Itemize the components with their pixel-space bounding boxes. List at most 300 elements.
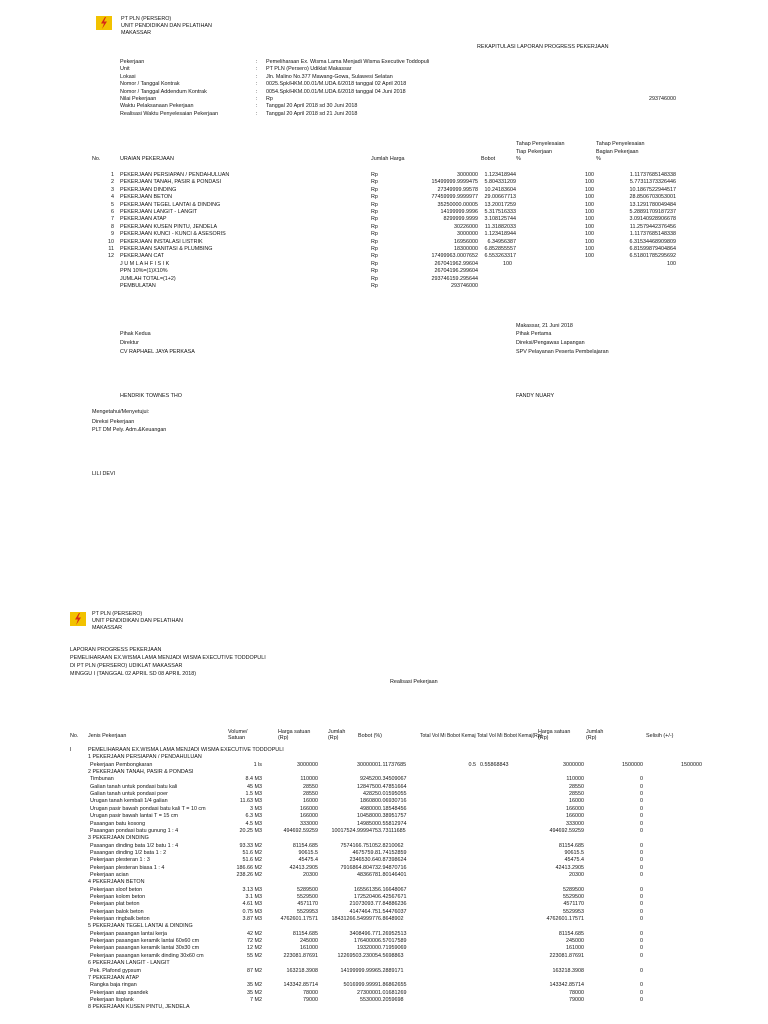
recap-bobot: 10.24183604 <box>484 186 516 193</box>
detail-name: Pekerjaan Pembongkaran <box>90 761 153 768</box>
detail-harga: 20300 <box>303 871 318 878</box>
recap-tiap: 100 <box>585 246 594 252</box>
recap-no: 12 <box>108 253 114 260</box>
detail-harga: 5529500 <box>297 894 318 900</box>
col-tahap-tiap-3: % <box>516 156 521 162</box>
detail-harga2: 16000 <box>569 798 584 805</box>
detail-name: 2 PEKERJAAN TANAH, PASIR & PONDASI <box>88 769 194 776</box>
info-colon: : <box>256 73 258 80</box>
recap-amount: 8299999.9999 <box>443 216 478 223</box>
detail-name: Pekerjaan balok beton <box>90 908 144 915</box>
recap-name: PEKERJAAN BETON <box>120 194 173 201</box>
detail-jumlah2: 0 <box>640 930 643 937</box>
detail-jumlah2: 0 <box>640 908 643 915</box>
detail-jumlah2: 1500000 <box>622 761 643 768</box>
detail-bobot: 1.86862655 <box>378 982 407 989</box>
org-header-2 <box>92 612 183 631</box>
recap-tiap: 100 <box>585 209 594 215</box>
detail-volume: 1 ls <box>253 761 262 768</box>
detail-harga2: 166000 <box>566 805 584 812</box>
recap-bagian: 1.11737685148338 <box>629 172 676 178</box>
detail-harga: 5529953 <box>297 908 318 915</box>
recap-tiap: 100 <box>585 253 594 260</box>
recap-bagian: 6.51801785295692 <box>629 253 676 260</box>
detail-name: Pekerjaan plesteran biasa 1 : 4 <box>90 864 165 871</box>
detail-name: Pekerjaan ringbalk beton <box>90 916 150 923</box>
org-header-1 <box>121 17 212 36</box>
detail-bobot: 0.38951757 <box>378 813 407 820</box>
detail-jumlah: 42825 <box>363 791 378 798</box>
detail-harga2: 90615.5 <box>564 849 584 856</box>
detail-jumlah2: 0 <box>640 798 643 805</box>
info-value: Jln. Malino No.377 Mawang-Gowa, Sulawesi Selatan <box>266 73 393 80</box>
info-colon: : <box>256 96 258 102</box>
pln-logo-icon <box>70 612 86 626</box>
recap-no: 1 <box>111 172 114 178</box>
detail-jumlah: 18431266.5499977 <box>331 916 378 923</box>
detail-jumlah2: 0 <box>640 938 643 945</box>
detail-jumlah: 12269503.23005 <box>337 952 378 959</box>
recap-total-bobot: 100 <box>503 260 512 267</box>
detail-bobot: 0.71959069 <box>378 945 407 952</box>
info-value: Tanggal 20 April 2018 sd 30 Juni 2018 <box>266 103 358 110</box>
detail-name: Pekerjaan plat beton <box>90 901 140 908</box>
org-line: MAKASSAR <box>92 624 122 631</box>
col-tahap-bagian-2: Bagian Pekerjaan <box>596 149 639 155</box>
detail-jumlah: 16556135 <box>354 886 378 893</box>
recap-amount: 35250000.00005 <box>437 201 478 208</box>
recap-no: 3 <box>111 186 114 193</box>
detail-harga2: 28550 <box>569 783 584 790</box>
col-jumlah: Jumlah <box>328 729 346 735</box>
detail-bobot: 6.57017589 <box>378 938 407 945</box>
detail-harga2: 143342.85714 <box>549 982 584 989</box>
detail-volume: 20.25 M3 <box>239 827 262 834</box>
recap-name: PEKERJAAN LANGIT - LANGIT <box>120 209 198 215</box>
recap-rp: Rp <box>371 253 378 260</box>
recap-rp: Rp <box>371 179 378 186</box>
detail-volume: 72 M2 <box>247 938 262 945</box>
detail-jumlah: 2346530.64 <box>349 857 378 864</box>
recap-bagian: 5.28891709187237 <box>629 209 676 215</box>
detail-name: Urugan pasir bawah pondasi batu kali T = 10 cm <box>90 805 206 812</box>
info-value: Rp <box>266 96 273 102</box>
detail-harga: 110000 <box>300 776 318 783</box>
col-bobot-pct: Bobot (%) <box>358 733 382 739</box>
detail-harga: 4762601.17571 <box>280 916 318 923</box>
report-title: REKAPITULASI LAPORAN PROGRESS PEKERJAAN <box>477 44 609 50</box>
col-jenis: Jenis Pekerjaan <box>88 733 127 739</box>
detail-name: 5 PEKERJAAN TEGEL LANTAI & DINDING <box>88 923 193 930</box>
info-colon: : <box>256 81 258 88</box>
detail-harga: 81154.685 <box>292 930 318 937</box>
detail-name: 1 PEKERJAAN PERSIAPAN / PENDAHULUAN <box>88 754 202 761</box>
recap-tiap: 100 <box>585 201 594 208</box>
detail-bobot: 7.84886236 <box>378 901 407 908</box>
detail-jumlah2: 0 <box>640 776 643 783</box>
detail-volume: 3.87 M3 <box>242 916 262 923</box>
detail-harga2: 333000 <box>566 820 584 827</box>
recap-bagian: 6.81599879404864 <box>629 246 676 252</box>
recap-amount: 15499999.9999475 <box>431 179 478 186</box>
col-jumlah-rp: (Rp) <box>328 735 339 741</box>
detail-bobot: 0.34509067 <box>378 776 407 783</box>
detail-jumlah2: 0 <box>640 967 643 974</box>
recap-rp: Rp <box>371 268 378 275</box>
detail-harga2: 494692.59259 <box>549 827 584 834</box>
recap-rp: Rp <box>371 201 378 208</box>
detail-name: Pekerjaan pasangan keramik dinding 30x60 cm <box>90 952 204 959</box>
pln-logo-icon <box>96 16 112 30</box>
detail-harga2: 4762601.17571 <box>546 916 584 923</box>
detail-bobot: 2.8210062 <box>378 842 404 849</box>
info-colon: : <box>256 110 258 117</box>
detail-bobot: 1.80146401 <box>378 871 407 878</box>
recap-amount: 3000000 <box>457 172 478 178</box>
recap-amount: 27349999.99578 <box>437 186 478 193</box>
detail-jumlah2: 0 <box>640 989 643 996</box>
recap-bobot: 6.852855557 <box>484 246 516 252</box>
recap-name: PEKERJAAN SANITASI & PLUMBING <box>120 246 213 252</box>
detail-harga: 16000 <box>303 798 318 805</box>
detail-name: 7 PEKERJAAN ATAP <box>88 974 140 981</box>
info-amount: 293746000 <box>649 96 676 102</box>
detail-name: Pasangan dinding 1/2 bata 1 : 2 <box>90 849 167 856</box>
detail-harga: 161000 <box>300 945 318 952</box>
detail-bobot: 1.11737685 <box>378 761 407 768</box>
signer-bottom: LILI DEVI <box>92 471 116 477</box>
detail-harga: 28550 <box>303 791 318 798</box>
recap-bobot: 3.108125744 <box>484 216 516 223</box>
detail-bobot: 6.16648067 <box>378 886 407 893</box>
recap-tiap: 100 <box>585 223 594 230</box>
detail-volume: 87 M2 <box>247 967 262 974</box>
pihak-pertama: Pihak Pertama <box>516 331 552 337</box>
detail-bobot: 5.2889171 <box>378 967 404 974</box>
plt: PLT DM Pely. Adm.&Keuangan <box>92 427 167 433</box>
info-value: Pemeliharaan Ex. Wisma Lama Menjadi Wisma Executive Toddopuli <box>266 59 430 65</box>
detail-jumlah: 14199999.9996 <box>340 967 378 974</box>
detail-harga: 42413.2905 <box>289 864 318 871</box>
detail-name: Pekerjaan atap spandek <box>90 989 149 996</box>
pihak-kedua: Pihak Kedua <box>120 331 151 337</box>
direksi-pekerjaan: Direksi Pekerjaan <box>92 419 135 425</box>
signer-right: FANDY NUARY <box>516 393 555 399</box>
recap-rp: Rp <box>371 194 378 201</box>
detail-harga: 166000 <box>300 805 318 812</box>
detail-volume: 35 M2 <box>247 982 262 989</box>
detail-jumlah: 498000 <box>360 805 378 812</box>
org-line: PT PLN (PERSERO) <box>92 611 143 617</box>
detail-bobot: 0.47851664 <box>378 783 407 790</box>
detail-volume: 7 M2 <box>250 996 262 1003</box>
col-bobot: Bobot <box>481 156 496 162</box>
recap-bagian: 1.11737685148338 <box>629 231 676 238</box>
info-label: Waktu Pelaksanaan Pekerjaan <box>120 103 194 110</box>
detail-harga2: 45475.4 <box>564 857 584 864</box>
detail-bobot: 0.06930716 <box>378 798 407 805</box>
org-line: MAKASSAR <box>121 29 151 36</box>
detail-name: 4 PEKERJAAN BETON <box>88 879 145 886</box>
detail-jumlah: 17640000 <box>354 938 378 945</box>
date-line: Makassar, 21 Juni 2018 <box>516 323 573 329</box>
detail-harga2: 5289500 <box>563 886 584 893</box>
detail-jumlah: 5016999.9999 <box>343 982 378 989</box>
detail-harga: 4571170 <box>297 901 318 908</box>
company-name: CV RAPHAEL JAYA PERKASA <box>120 349 195 355</box>
recap-no: 2 <box>111 179 114 186</box>
col-no: No. <box>92 156 101 162</box>
detail-jumlah2: 0 <box>640 842 643 849</box>
detail-name: Pasangan dinding bata 1/2 batu 1 : 4 <box>90 842 179 849</box>
recap-bobot: 5.804331209 <box>484 179 516 186</box>
detail-volume: 51.6 M2 <box>242 849 262 856</box>
col-totals: Total Vol Mi Bobot Kemaj Total Vol Mi Bobot Kemaj(Rp) <box>420 733 543 739</box>
report-line: DI PT PLN (PERSERO) UDIKLAT MAKASSAR <box>70 663 183 669</box>
recap-bobot: 29.00667713 <box>484 194 516 201</box>
detail-total-vol: 0.5 <box>468 761 476 768</box>
detail-volume: 8.4 M3 <box>245 776 262 783</box>
detail-bobot: 6.42567671 <box>378 894 407 900</box>
col-harga2: Harga satuan <box>538 729 571 735</box>
recap-tiap: 100 <box>585 172 594 178</box>
detail-jumlah: 4675759.8 <box>352 849 378 856</box>
detail-volume: 11.63 M3 <box>239 798 262 805</box>
direktur: Direktur <box>120 340 139 346</box>
recap-bobot: 1.123418944 <box>484 231 516 238</box>
recap-rp: Rp <box>371 275 378 282</box>
recap-tiap: 100 <box>585 231 594 238</box>
detail-volume: 93.33 M2 <box>239 842 262 849</box>
spv: SPV Pelayanan Peserta Pembelajaran <box>516 349 609 355</box>
recap-name: PEKERJAAN ATAP <box>120 216 167 223</box>
detail-jumlah2: 0 <box>640 864 643 871</box>
detail-harga: 166000 <box>300 813 318 820</box>
org-line: UNIT PENDIDIKAN DAN PELATIHAN <box>121 22 212 29</box>
recap-amount: 14199999.9996 <box>440 209 478 215</box>
detail-jumlah: 3000000 <box>357 761 378 768</box>
direksi-lapangan: Direksi/Pengawas Lapangan <box>516 340 585 346</box>
detail-harga2: 4571170 <box>563 901 584 908</box>
detail-jumlah2: 0 <box>640 849 643 856</box>
org-line: PT PLN (PERSERO) <box>121 16 172 22</box>
detail-bobot: 0.55812974 <box>378 820 407 827</box>
detail-jumlah2: 0 <box>640 886 643 893</box>
recap-no: 8 <box>111 223 114 230</box>
col-satuan: Satuan <box>228 735 246 741</box>
recap-no: 10 <box>108 238 114 245</box>
detail-name: Pekerjaan sloof beton <box>90 886 143 893</box>
detail-volume: 186.66 M2 <box>236 864 262 871</box>
recap-tiap: 100 <box>585 238 594 245</box>
detail-jumlah: 1498500 <box>357 820 378 827</box>
detail-jumlah2: 0 <box>640 901 643 908</box>
realisasi-label: Realisasi Pekerjaan <box>390 679 438 685</box>
recap-bagian: 6.31534468909809 <box>629 238 676 245</box>
recap-rp: Rp <box>371 209 378 215</box>
detail-volume: 45 M3 <box>247 783 262 790</box>
detail-name: Pek. Plafond gypsum <box>90 967 141 974</box>
detail-volume: 3 M3 <box>250 805 262 812</box>
detail-jumlah: 4147464.75 <box>349 908 378 915</box>
recap-bobot: 6.553263317 <box>484 253 516 260</box>
detail-volume: 4.61 M3 <box>242 901 262 908</box>
detail-jumlah: 7574166.75105 <box>340 842 378 849</box>
recap-rp: Rp <box>371 223 378 230</box>
detail-jumlah: 1932000 <box>357 945 378 952</box>
recap-tiap: 100 <box>585 179 594 186</box>
recap-total-label: PEMBULATAN <box>120 283 156 289</box>
recap-no: 5 <box>111 201 114 208</box>
col-jumlah2-rp: (Rp) <box>586 735 597 741</box>
detail-jumlah: 10017524.9999475 <box>331 827 378 834</box>
mengetahui: Mengetahui/Menyetujui: <box>92 409 150 415</box>
recap-total-amount: 293746159.295644 <box>431 275 478 282</box>
recap-total-amount: 267041962.99604 <box>434 260 478 267</box>
detail-volume: 35 M2 <box>247 989 262 996</box>
detail-jumlah: 2730000 <box>357 989 378 996</box>
detail-name: Pekerjaan kolom beton <box>90 894 146 900</box>
col-jumlah2: Jumlah <box>586 729 604 735</box>
info-label: Realisasi Waktu Penyelesaian Pekerjaan <box>120 110 219 117</box>
report-line: LAPORAN PROGRESS PEKERJAAN <box>70 647 162 653</box>
recap-name: PEKERJAAN INSTALASI LISTRIK <box>120 238 203 245</box>
detail-jumlah2: 0 <box>640 945 643 952</box>
col-harga: Harga satuan <box>278 729 311 735</box>
info-label: Nomor / Tanggal Addendum Kontrak <box>120 88 207 95</box>
detail-harga2: 3000000 <box>563 761 584 768</box>
recap-name: PEKERJAAN DINDING <box>120 186 177 193</box>
col-selisih: Selisih (+/-) <box>646 733 674 739</box>
detail-volume: 6.3 M3 <box>245 813 262 820</box>
info-colon: : <box>256 103 258 110</box>
detail-harga2: 20300 <box>569 871 584 878</box>
detail-bobot: 3.73111685 <box>378 827 406 834</box>
detail-harga: 78000 <box>303 989 318 996</box>
recap-name: PEKERJAAN KUNCI - KUNCI & ASESORIS <box>120 231 226 238</box>
detail-harga2: 81154.685 <box>558 930 584 937</box>
detail-name: Pekerjaan lisplank <box>90 996 134 1003</box>
detail-name: Pekerjaan pasangan keramik lantai 30x30 cm <box>90 945 200 952</box>
detail-name: Galian tanah untuk pondasi batu kali <box>90 783 178 790</box>
col-harga2-rp: (Rp) <box>538 735 549 741</box>
detail-jumlah2: 0 <box>640 916 643 923</box>
detail-volume: 12 M2 <box>247 945 262 952</box>
col-tahap-tiap-2: Tiap Pekerjaan <box>516 149 553 155</box>
detail-name: Urugan tanah kembali 1/4 galian <box>90 798 168 805</box>
recap-amount: 18300000 <box>454 246 478 252</box>
detail-harga: 5289500 <box>297 886 318 893</box>
recap-bobot: 6.34956387 <box>487 238 516 245</box>
detail-harga2: 5529500 <box>563 894 584 900</box>
detail-bobot: 6.8648902 <box>378 916 404 923</box>
detail-jumlah: 1045800 <box>357 813 378 820</box>
recap-bagian: 3.09140928906678 <box>629 216 676 223</box>
detail-jumlah: 4836678 <box>357 871 378 878</box>
recap-name: PEKERJAAN KUSEN PINTU, JENDELA <box>120 223 218 230</box>
recap-rp: Rp <box>371 186 378 193</box>
detail-harga: 494692.59259 <box>283 827 318 834</box>
detail-harga2: 42413.2905 <box>555 864 584 871</box>
info-colon: : <box>256 88 258 95</box>
recap-name: PEKERJAAN PERSIAPAN / PENDAHULUAN <box>120 172 230 178</box>
detail-bobot: 1.74152859 <box>378 849 407 856</box>
info-label: Lokasi <box>120 73 136 80</box>
detail-harga: 3000000 <box>297 761 318 768</box>
recap-amount: 3000000 <box>457 231 478 238</box>
detail-name: Pekerjaan pasangan lantai kerja <box>90 930 168 937</box>
recap-tiap: 100 <box>585 186 594 193</box>
detail-jumlah2: 0 <box>640 996 643 1003</box>
info-label: Unit <box>120 66 130 73</box>
recap-rp: Rp <box>371 172 378 178</box>
info-value: PT PLN (Persero) Udiklat Makassar <box>266 66 352 73</box>
detail-volume: 1.5 M3 <box>245 791 262 798</box>
detail-jumlah2: 0 <box>640 952 643 959</box>
col-volume: Volume/ <box>228 729 248 735</box>
col-tahap-bagian-1: Tahap Penyelesaian <box>596 141 645 147</box>
detail-name: Pasangan batu kosong <box>90 820 146 827</box>
recap-total-label: JUMLAH TOTAL=(1+2) <box>120 275 176 282</box>
detail-harga: 333000 <box>300 820 318 827</box>
detail-jumlah: 553000 <box>360 996 378 1003</box>
detail-harga: 45475.4 <box>298 857 318 864</box>
col-tahap-bagian-3: % <box>596 156 601 162</box>
col-no: No. <box>70 733 79 739</box>
recap-name: PEKERJAAN TEGEL LANTAI & DINDING <box>120 201 221 208</box>
detail-jumlah2: 0 <box>640 791 643 798</box>
recap-name: PEKERJAAN CAT <box>120 253 164 260</box>
detail-jumlah2: 0 <box>640 820 643 827</box>
detail-selisih: 1500000 <box>681 761 702 768</box>
detail-harga: 28550 <box>303 783 318 790</box>
detail-harga2: 166000 <box>566 813 584 820</box>
detail-volume: 0.75 M3 <box>242 908 262 915</box>
detail-bobot: 1.01681269 <box>378 989 407 996</box>
detail-bobot: 0.87398624 <box>378 857 407 864</box>
recap-no: 9 <box>111 231 114 238</box>
recap-bagian: 28.8506703053001 <box>629 194 676 201</box>
recap-amount: 16956000 <box>454 238 478 245</box>
detail-volume: 238.26 M2 <box>236 871 262 878</box>
recap-total-amount: 26704196.299604 <box>434 268 478 275</box>
detail-jumlah2: 0 <box>640 894 643 900</box>
info-value: Tanggal 20 April 2018 sd 21 Juni 2018 <box>266 110 358 117</box>
recap-rp: Rp <box>371 238 378 245</box>
recap-no: 6 <box>111 209 114 215</box>
recap-bobot: 11.31882033 <box>484 223 516 230</box>
detail-jumlah2: 0 <box>640 857 643 864</box>
col-harga-rp: (Rp) <box>278 735 289 741</box>
recap-tiap: 100 <box>585 194 594 201</box>
detail-name: Urugan pasir bawah lantai T = 15 cm <box>90 813 179 820</box>
detail-jumlah: 3408496.77 <box>349 930 378 937</box>
detail-volume: 3.1 M3 <box>245 894 262 900</box>
detail-jumlah: 17252040 <box>354 894 378 900</box>
detail-volume: 42 M2 <box>247 930 262 937</box>
detail-harga: 90615.5 <box>298 849 318 856</box>
col-tahap-tiap-1: Tahap Penyelesaian <box>516 141 565 147</box>
detail-harga2: 81154.685 <box>558 842 584 849</box>
detail-harga: 79000 <box>303 996 318 1003</box>
report-line: PEMELIHARAAN EX.WISMA LAMA MENJADI WISMA EXECUTIVE TODDOPULI <box>70 655 266 661</box>
detail-harga: 223081.87691 <box>283 952 318 959</box>
info-label: Pekerjaan <box>120 59 145 65</box>
detail-bobot: 1.54476037 <box>378 908 407 915</box>
recap-bobot: 1.123418944 <box>484 172 516 178</box>
detail-jumlah: 924520 <box>360 776 378 783</box>
col-jumlah: Jumlah Harga <box>371 156 405 162</box>
